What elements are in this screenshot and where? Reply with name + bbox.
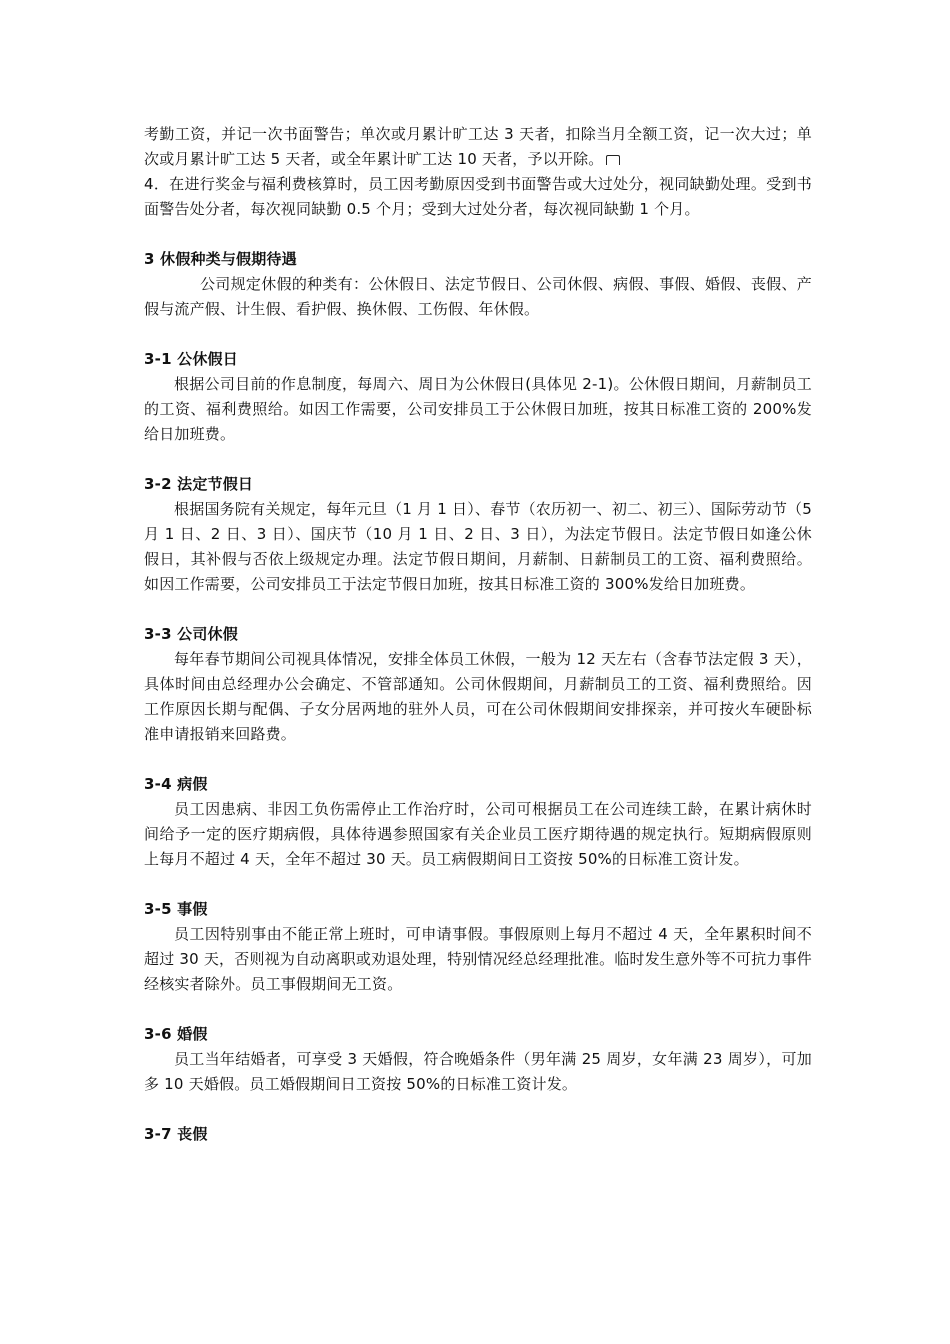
section-3-1-heading: 3-1 公休假日 — [144, 350, 238, 368]
section-3-7-heading: 3-7 丧假 — [144, 1125, 208, 1143]
section-3-3-body: 每年春节期间公司视具体情况，安排全体员工休假，一般为 12 天左右（含春节法定假 3 天），具体时间由总经理办公会确定、不管部通知。公司休假期间，月薪制员工的工资、福利费照给。因工作原因长期与配偶、子女分居两地的驻外人员，可在公司休假期间安排探亲，并可按火车硬卧标准申请报销来回路费。 — [144, 650, 812, 743]
section-3-6-body: 员工当年结婚者，可享受 3 天婚假，符合晚婚条件（男年满 25 周岁，女年满 23 周岁），可加多 10 天婚假。员工婚假期间日工资按 50%的日标准工资计发。 — [144, 1050, 812, 1093]
section-3-2-body: 根据国务院有关规定，每年元旦（1 月 1 日）、春节（农历初一、初二、初三）、国际劳动节（5 月 1 日、2 日、3 日）、国庆节（10 月 1 日、2 日、3 日），为法定节假日。法定节假日如逢公休假日，其补假与否依上级规定办理。法定节假日期间，月薪制、日薪制员工的工资、福利费照给。如因工作需要，公司安排员工于法定节假日加班，按其日标准工资的 300%发给日加班费。 — [144, 500, 812, 593]
intro-paragraph-1-text: 考勤工资，并记一次书面警告；单次或月累计旷工达 3 天者，扣除当月全额工资，记一次大过；单次或月累计旷工达 5 天者，或全年累计旷工达 10 天者，予以开除。 — [144, 125, 812, 168]
paragraph-mark-icon — [606, 155, 620, 165]
document-page — [144, 122, 812, 1147]
intro-paragraph-1 — [144, 122, 812, 172]
intro-paragraph-2: 4．在进行奖金与福利费核算时，员工因考勤原因受到书面警告或大过处分，视同缺勤处理。受到书面警告处分者，每次视同缺勤 0.5 个月；受到大过处分者，每次视同缺勤 1 个月。 — [144, 175, 812, 218]
section-3-4-heading: 3-4 病假 — [144, 775, 208, 793]
section-3-4-body: 员工因患病、非因工负伤需停止工作治疗时，公司可根据员工在公司连续工龄，在累计病休时间给予一定的医疗期病假，具体待遇参照国家有关企业员工医疗期待遇的规定执行。短期病假原则上每月不超过 4 天，全年不超过 30 天。员工病假期间日工资按 50%的日标准工资计发。 — [144, 800, 812, 868]
section-3-1-body: 根据公司目前的作息制度，每周六、周日为公休假日(具体见 2-1)。公休假日期间，月薪制员工的工资、福利费照给。如因工作需要，公司安排员工于公休假日加班，按其日标准工资的 200%发给日加班费。 — [144, 375, 812, 443]
section-3-5-heading: 3-5 事假 — [144, 900, 208, 918]
section-3-2-heading: 3-2 法定节假日 — [144, 475, 254, 493]
section-3-5-body: 员工因特别事由不能正常上班时，可申请事假。事假原则上每月不超过 4 天，全年累积时间不超过 30 天，否则视为自动离职或劝退处理，特别情况经总经理批准。临时发生意外等不可抗力事件经核实者除外。员工事假期间无工资。 — [144, 925, 812, 993]
section-3-6-heading: 3-6 婚假 — [144, 1025, 208, 1043]
section-3-heading: 3 休假种类与假期待遇 — [144, 250, 297, 268]
section-3-3-heading: 3-3 公司休假 — [144, 625, 238, 643]
section-3-body: 公司规定休假的种类有：公休假日、法定节假日、公司休假、病假、事假、婚假、丧假、产假与流产假、计生假、看护假、换休假、工伤假、年休假。 — [144, 275, 812, 318]
